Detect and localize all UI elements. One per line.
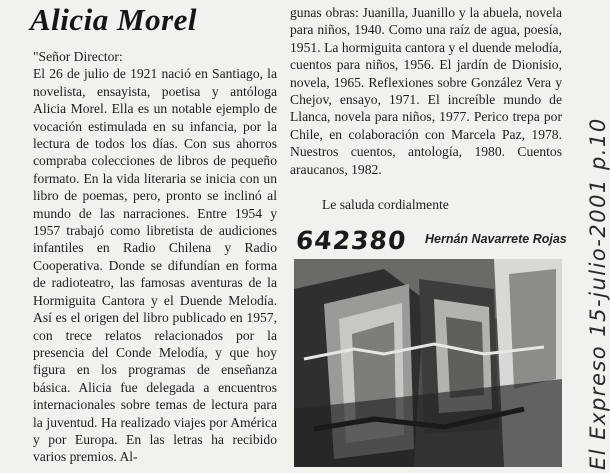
- salutation: "Señor Director:: [33, 49, 123, 64]
- handwritten-note: El Expreso 15-julio-2001 p.10: [586, 117, 610, 470]
- right-text-column: [290, 4, 562, 178]
- handwritten-number: 642380: [294, 226, 408, 255]
- left-text-column: [33, 48, 277, 466]
- body-paragraph: El 26 de julio de 1921 nació en Santiago, la novelista, ensayista, poetisa y antóloga Alicia Morel. Ella es un notable ejemplo de vocación estimulada en su infancia, por la lectura de todos los días. Con sus ahorros compraba colecciones de libros de pequeño formato. En la vida literaria se inicia con un libro de poemas, pero, pronto se inclinó al mundo de las narraciones. Entre 1954 y 1957 trabajó como libretista de audiciones infantiles en Radio Chilena y Radio Cooperativa. Donde se difundían en forma de radioteatro, las famosas aventuras de la Hormiguita Cantora y el Duende Melodía. Así es el origen del libro publicado en 1957, con trece relatos relacionados por la presencia del Conde Melodía, y que hoy figura en los programas de enseñanza básica. Alicia fue delegada a encuentros internacionales sobre temas de lectura para la juventud. Ha realizado viajes por América y por Europa. En las letras ha recibido varios premios. Al-: [33, 66, 277, 465]
- signoff: Le saluda cordialmente: [322, 197, 449, 212]
- article-title: Alicia Morel: [30, 2, 198, 37]
- photograph: [294, 259, 562, 467]
- photo-image: [294, 259, 562, 467]
- author-name: Hernán Navarrete Rojas: [425, 232, 567, 246]
- works-paragraph: gunas obras: Juanilla, Juanillo y la abuela, novela para niños, 1940. Como una raíz de agua, poesía, 1951. La hormiguita cantora y el duende melodía, cuentos para niños, 1956. El jardín de Dionisio, novela, 1965. Reflexiones sobre González Vera y Chejov, ensayo, 1971. El increíble mundo de Llanca, novela para niños, 1977. Perico trepa por Chile, en colaboración con Marcela Paz, 1978. Nuestros cuentos, antología, 1980. Cuentos araucanos, 1982.: [290, 5, 562, 177]
